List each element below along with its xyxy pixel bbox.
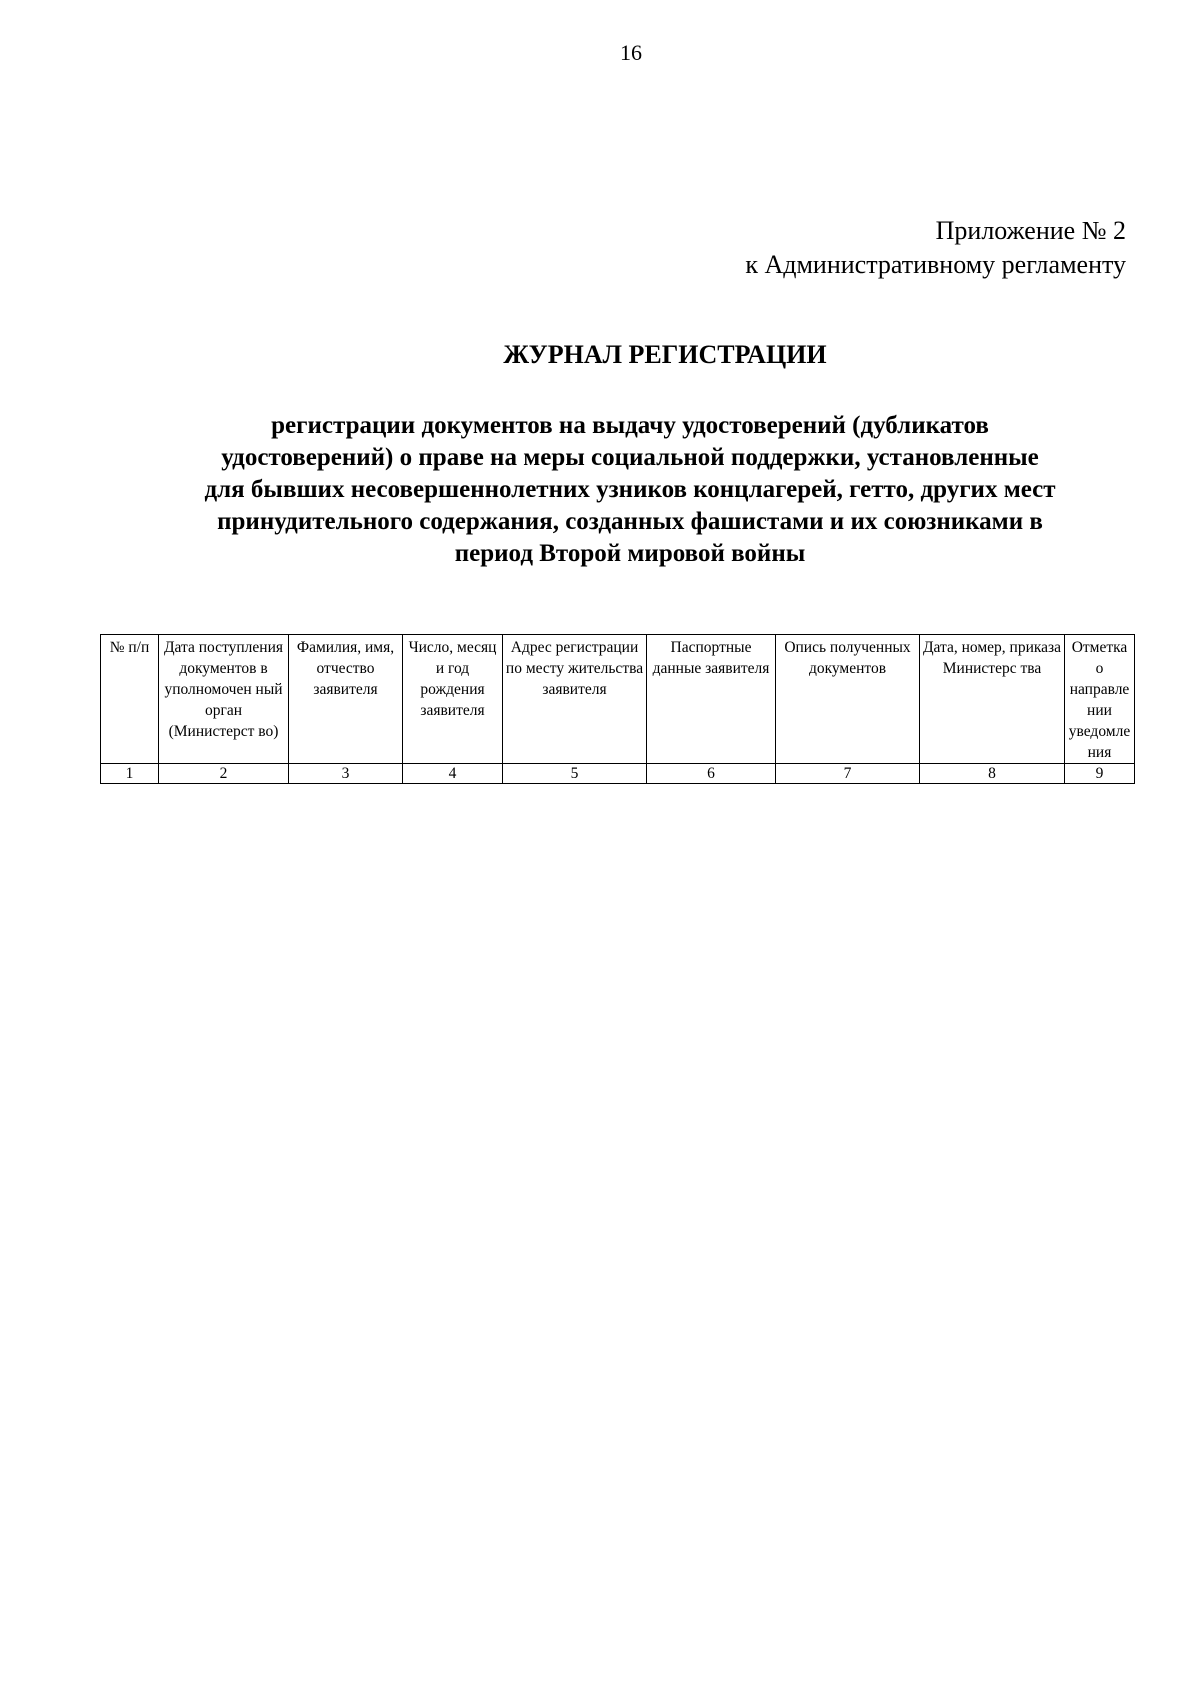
subtitle-line: принудительного содержания, созданных фашистами и их союзниками в <box>217 508 1043 535</box>
header-cell-full-name: Фамилия, имя, отчество заявителя <box>289 635 403 764</box>
column-number-cell: 8 <box>920 764 1065 784</box>
header-cell-documents-list: Опись полученных документов <box>776 635 920 764</box>
column-number-cell: 7 <box>776 764 920 784</box>
column-number-cell: 4 <box>403 764 503 784</box>
header-cell-order: Дата, номер, приказа Министерс тва <box>920 635 1065 764</box>
journal-title: ЖУРНАЛ РЕГИСТРАЦИИ <box>503 340 827 369</box>
appendix-line: Приложение № 2 <box>935 216 1126 245</box>
subtitle-line: удостоверений) о праве на меры социальной поддержки, установленные <box>221 444 1039 471</box>
column-number-cell: 1 <box>101 764 159 784</box>
subtitle-line: для бывших несовершеннолетних узников концлагерей, гетто, других мест <box>204 476 1056 503</box>
table-row <box>101 764 1135 784</box>
appendix-reference <box>745 214 1126 282</box>
header-cell-notification: Отметка о направле нии уведомле ния <box>1065 635 1135 764</box>
subtitle-line: период Второй мировой войны <box>454 540 806 567</box>
header-cell-number: № п/п <box>101 635 159 764</box>
column-number-cell: 2 <box>159 764 289 784</box>
appendix-line: к Административному регламенту <box>745 250 1126 279</box>
header-cell-address: Адрес регистрации по месту жительства заявителя <box>503 635 647 764</box>
column-number-cell: 5 <box>503 764 647 784</box>
subtitle-line: регистрации документов на выдачу удостоверений (дубликатов <box>271 412 989 439</box>
table-header-row <box>101 635 1135 764</box>
page-number: 16 <box>620 40 642 65</box>
header-cell-passport: Паспортные данные заявителя <box>647 635 776 764</box>
registration-journal-table <box>100 634 1135 784</box>
column-number-cell: 9 <box>1065 764 1135 784</box>
column-number-cell: 6 <box>647 764 776 784</box>
header-cell-receipt-date: Дата поступления документов в уполномочен ный орган (Министерст во) <box>159 635 289 764</box>
header-cell-birth-date: Число, месяц и год рождения заявителя <box>403 635 503 764</box>
journal-subtitle <box>140 410 1120 570</box>
column-number-cell: 3 <box>289 764 403 784</box>
